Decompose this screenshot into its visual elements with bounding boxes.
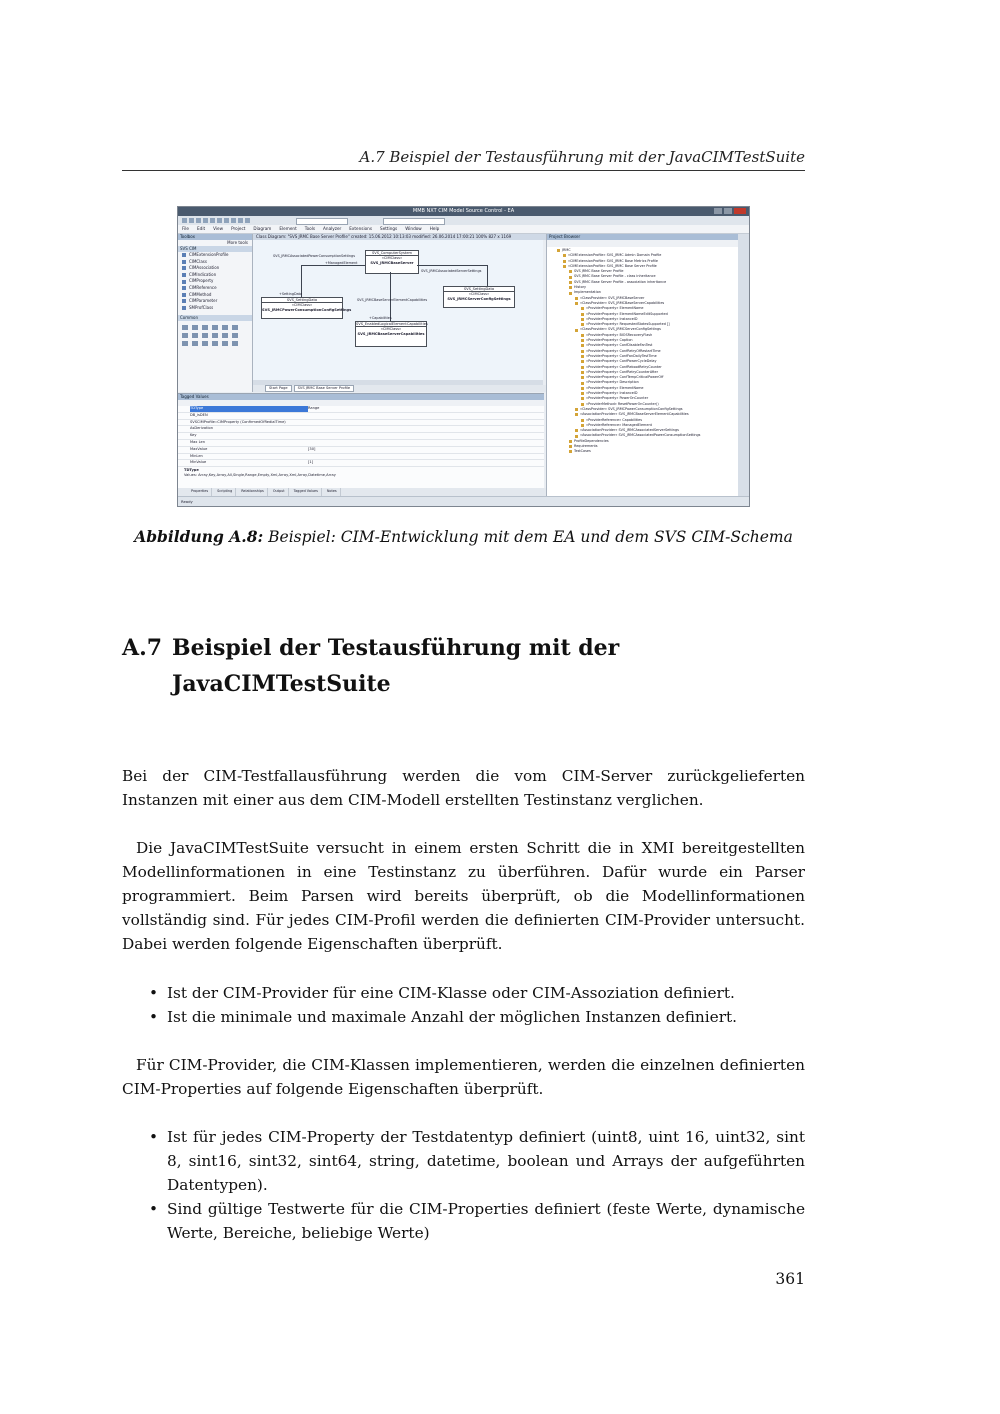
uml-label: SVS_JRMCAssociatedPowerConsumptionSettings bbox=[273, 254, 355, 258]
uml-kind: «CIMClass» bbox=[468, 292, 490, 297]
toolbox-item-label: SMProfClass bbox=[189, 304, 214, 310]
tagged-row[interactable] bbox=[178, 420, 544, 427]
tree-item-label: «ClassProvider» SVS_JRMCPowerConsumptionConfigSettings bbox=[580, 406, 683, 411]
project-browser bbox=[546, 234, 738, 496]
list-item: • Ist der CIM-Provider für eine CIM-Klasse oder CIM-Assoziation definiert. bbox=[122, 981, 805, 1005]
paragraph: Die JavaCIMTestSuite versucht in einem ersten Schritt die in XMI bereitgestellten Modellinformationen in eine Testinstanz zu überführen. Dafür wurde ein Parser programmiert. Beim Parsen wird bereits überprüft, ob die Modellinformationen vollständig sind. Für jedes CIM-Profil werden die definierten CIM-Provider untersucht. Dabei werden folgende Eigenschaften überprüft. bbox=[122, 839, 805, 953]
close-icon bbox=[734, 208, 746, 214]
tree-node-icon bbox=[581, 350, 584, 353]
tree-node-icon bbox=[581, 344, 584, 347]
tree-item-label: «ProviderProperty» ElementName bbox=[586, 385, 644, 390]
diagram-tab: Class Diagram: "SVS JRMC Base Server Profile" created: 15.06.2012 10:13:03 modified: 26.06.2014 17:00:21 100% 827 x 1169 bbox=[253, 234, 546, 240]
tool-icon bbox=[182, 333, 188, 338]
menu-item[interactable]: View bbox=[213, 226, 224, 231]
diagram-tabs bbox=[253, 385, 555, 392]
uml-class-capabilities bbox=[355, 321, 427, 347]
tool-icon bbox=[192, 325, 198, 330]
tool-icon bbox=[222, 341, 228, 346]
menu-item[interactable]: File bbox=[182, 226, 190, 231]
tagged-row[interactable] bbox=[178, 426, 544, 433]
tree-node-icon bbox=[569, 292, 572, 295]
tagged-tabs bbox=[178, 488, 554, 496]
tree-node-icon bbox=[581, 307, 584, 310]
uml-association-line bbox=[301, 265, 365, 266]
toolbox-item-label: CIMAssociation bbox=[189, 265, 220, 271]
tool-icon bbox=[222, 333, 228, 338]
tree-item-label: History bbox=[574, 285, 587, 290]
menu-bar bbox=[178, 225, 750, 234]
figure-screenshot bbox=[177, 206, 750, 507]
tagged-header: Tagged Values bbox=[178, 394, 544, 400]
tree-node-icon bbox=[581, 323, 584, 326]
uml-label: SVS_JRMCAssociatedServerSettings bbox=[421, 269, 482, 273]
toolbox-more: More tools bbox=[227, 240, 248, 245]
tagged-desc-text: Values: Array,Key,Array,All,Single,Range,Empty,Xml,Array,Xml,Array,Datetime,Array bbox=[184, 472, 336, 477]
tree-node-icon bbox=[563, 260, 566, 263]
toolbox-item-icon bbox=[182, 273, 186, 277]
tagged-key: TDType bbox=[190, 406, 308, 412]
tree-item-label: SVS JRMC Base Server Profile bbox=[574, 269, 624, 274]
toolbox-item[interactable] bbox=[178, 259, 252, 266]
tree-item-label: «ProviderProperty» Description bbox=[586, 380, 639, 385]
tree-item-label: «CIMExtensionProfile» SVS_JRMC Base Metrics Profile bbox=[568, 258, 658, 263]
uml-association-line bbox=[417, 265, 487, 266]
tagged-key: AsDerivation bbox=[190, 426, 213, 431]
toolbox-item-icon bbox=[182, 306, 186, 310]
toolbox-section: SVS CIM bbox=[178, 246, 252, 252]
tree-node-icon bbox=[581, 355, 584, 358]
tool-icon bbox=[212, 341, 218, 346]
tagged-rows bbox=[178, 406, 544, 467]
tree-node-icon bbox=[581, 382, 584, 385]
panel-tab[interactable]: Scripting bbox=[214, 488, 236, 496]
paste-icon bbox=[224, 218, 229, 223]
tree-item-label: Implementation bbox=[574, 290, 601, 295]
open-icon bbox=[189, 218, 194, 223]
header-rule bbox=[122, 170, 805, 171]
tree-node-icon bbox=[563, 254, 566, 257]
new-icon bbox=[182, 218, 187, 223]
tree-node-icon bbox=[557, 249, 560, 252]
tree-item-label: SVS JRMC Base Server Profile - class inheritance bbox=[574, 274, 656, 279]
tagged-value: [30] bbox=[308, 446, 316, 451]
tree-node-icon bbox=[581, 397, 584, 400]
tree-item-label: «CIMExtensionProfile» SVS_JRMC Base Server Profile bbox=[568, 263, 657, 268]
list-item: • Ist für jedes CIM-Property der Testdatentyp definiert (uint8, uint 16, uint32, sint 8, sint16, sint32, sint64, string, datetime, boolean und Arrays der aufgeführten Datentypen). bbox=[122, 1125, 805, 1197]
section-title: Beispiel der Testausführung mit der JavaCIMTestSuite bbox=[172, 635, 620, 697]
bullet-list-1 bbox=[122, 981, 805, 1029]
tree-item-label: «ProviderProperty» BIOSRecoveryFlash bbox=[586, 332, 653, 337]
toolbox-item-label: CIMProperty bbox=[189, 278, 214, 284]
toolbox-item-icon bbox=[182, 260, 186, 264]
tree-node-icon bbox=[581, 424, 584, 427]
page-number: 361 bbox=[775, 1270, 805, 1288]
tree-node-icon bbox=[581, 366, 584, 369]
tagged-value: Range bbox=[308, 406, 320, 410]
cut-icon bbox=[210, 218, 215, 223]
redo-icon bbox=[238, 218, 243, 223]
uml-kind: «CIMClass» bbox=[381, 256, 403, 261]
uml-stereo: SVS_SettingData bbox=[262, 298, 342, 303]
window-controls bbox=[714, 208, 746, 215]
tree-node-icon bbox=[575, 297, 578, 300]
tree-item-label: «ProviderProperty» ElementNameEditSupported bbox=[586, 311, 668, 316]
toolbox-item-icon bbox=[182, 253, 186, 257]
toolbox-items bbox=[178, 252, 252, 311]
tool-icon bbox=[202, 333, 208, 338]
toolbox-item-icon bbox=[182, 293, 186, 297]
tree-node-icon bbox=[575, 435, 578, 438]
tool-icon bbox=[182, 325, 188, 330]
tree-item-label: «ProviderProperty» ConfDisableFanTest bbox=[586, 343, 653, 348]
menu-item[interactable]: Analyzer bbox=[323, 226, 342, 231]
tree-node-icon bbox=[581, 387, 584, 390]
toolbox-item[interactable] bbox=[178, 252, 252, 259]
toolbox-item-icon bbox=[182, 299, 186, 303]
tree-node-icon bbox=[581, 371, 584, 374]
toolbox-item-icon bbox=[182, 266, 186, 270]
toolbox-item[interactable] bbox=[178, 272, 252, 279]
tree-node-icon bbox=[581, 360, 584, 363]
tagged-row[interactable] bbox=[178, 460, 544, 467]
uml-class-power-settings bbox=[261, 297, 352, 319]
toolbox-item[interactable] bbox=[178, 265, 252, 272]
caption-label: Abbildung A.8: bbox=[134, 527, 264, 546]
tree-item-label: «CIMExtensionProfile» SVS_JRMC Admin Domain Profile bbox=[568, 253, 662, 258]
tree-node-icon bbox=[575, 429, 578, 432]
toolbox-item[interactable] bbox=[178, 292, 252, 299]
toolbox-item[interactable] bbox=[178, 305, 252, 312]
tree-item-label: «ProviderProperty» ConfRetryOfRestartTime bbox=[586, 348, 661, 353]
tagged-row[interactable] bbox=[178, 406, 544, 413]
tree-item-label: «ProviderProperty» InstanceID bbox=[586, 391, 638, 396]
uml-class-server-config bbox=[443, 286, 515, 308]
tree-item-label: «ProviderProperty» ConfPowerCycleDelay bbox=[586, 359, 657, 364]
uml-association-line bbox=[487, 265, 488, 286]
uml-name: SVS_JRMCPowerConsumptionConfigSettings bbox=[262, 307, 352, 312]
tree-item-label: «ProviderProperty» ConfRebootRetryCounter bbox=[586, 364, 662, 369]
tree-node-icon bbox=[581, 403, 584, 406]
menu-item[interactable]: Window bbox=[405, 226, 422, 231]
tool-icon bbox=[212, 325, 218, 330]
panel-tab[interactable]: Tagged Values bbox=[291, 488, 322, 496]
uml-stereo: SVS_ComputerSystem bbox=[366, 251, 418, 256]
menu-item[interactable]: Diagram bbox=[253, 226, 272, 231]
tree-item-label: TestCases bbox=[574, 449, 591, 454]
tool-icon bbox=[222, 325, 228, 330]
tree-node-icon bbox=[569, 445, 572, 448]
panel-tab[interactable]: Output bbox=[270, 488, 289, 496]
window-title: MMB NXT CIM Model Source Control - EA bbox=[178, 207, 749, 216]
tagged-key: MaxValue bbox=[190, 446, 208, 451]
toolbox-item-icon bbox=[182, 280, 186, 284]
toolbox-item-label: CIMReference bbox=[189, 284, 217, 290]
running-head: A.7 Beispiel der Testausführung mit der JavaCIMTestSuite bbox=[359, 148, 805, 166]
browser-tree bbox=[547, 248, 738, 455]
tool-icon bbox=[202, 341, 208, 346]
tagged-key: MinLen bbox=[190, 453, 203, 458]
panel-tab[interactable]: Properties bbox=[188, 488, 212, 496]
maximize-icon bbox=[724, 208, 732, 214]
tool-icon bbox=[202, 325, 208, 330]
tool-icon bbox=[232, 341, 238, 346]
copy-icon bbox=[217, 218, 222, 223]
toolbox-header: Toolbox bbox=[178, 234, 252, 240]
tagged-values-panel bbox=[178, 393, 544, 491]
tree-item-label: «AssociationProvider» SVS_JRMCBaseServerElementCapabilities bbox=[580, 412, 689, 417]
minimize-icon bbox=[714, 208, 722, 214]
uml-name: SVS_JRMCServerConfigSettings bbox=[447, 296, 511, 301]
tagged-row[interactable] bbox=[178, 433, 544, 440]
tree-node-icon bbox=[569, 270, 572, 273]
tree-node-icon bbox=[581, 339, 584, 342]
panel-tab[interactable]: Notes bbox=[324, 488, 341, 496]
tool-icon bbox=[182, 341, 188, 346]
tagged-row[interactable] bbox=[178, 454, 544, 461]
tagged-row[interactable] bbox=[178, 447, 544, 454]
browser-header: Project Browser bbox=[547, 234, 738, 240]
print-icon bbox=[203, 218, 208, 223]
paragraph: Für CIM-Provider, die CIM-Klassen implementieren, werden die einzelnen definierten CIM-Properties auf folgende Eigenschaften überprüft. bbox=[122, 1056, 805, 1098]
toolbox-item-label: CIMClass bbox=[189, 258, 207, 264]
tool-icon bbox=[232, 333, 238, 338]
section-number: A.7 bbox=[122, 635, 163, 661]
panel-tab[interactable]: Relationships bbox=[238, 488, 268, 496]
menu-item[interactable]: Element bbox=[279, 226, 297, 231]
tree-item-label: JRMC bbox=[562, 248, 571, 252]
tree-item-label: «ProviderProperty» InstanceID bbox=[586, 316, 638, 321]
tagged-key: DB_isDEN bbox=[190, 412, 208, 417]
tree-node-icon bbox=[563, 265, 566, 268]
tool-icon bbox=[212, 333, 218, 338]
toolbox-item-label: CIMParameter bbox=[189, 298, 218, 304]
tree-node-icon bbox=[575, 302, 578, 305]
toolbox-item-label: CIMIndication bbox=[189, 271, 217, 277]
tree-item-label: «ProviderProperty» ConfTempCriticalPowerOff bbox=[586, 375, 664, 380]
tagged-key: Max Len bbox=[190, 439, 205, 444]
toolbox-item[interactable] bbox=[178, 285, 252, 292]
status-bar: Ready bbox=[178, 496, 750, 507]
uml-class-base-server bbox=[365, 250, 419, 274]
tree-item-label: «ProviderReference» Capabilities bbox=[586, 417, 643, 422]
tree-node-icon bbox=[581, 419, 584, 422]
tree-item-label: «ProviderProperty» ConfRetryCounterAfter bbox=[586, 369, 658, 374]
tree-item-label: «ClassProvider» SVS_JRMCBaseServer bbox=[580, 295, 645, 300]
tree-item-label: «ProviderProperty» RequestedStatesSupported [] bbox=[586, 322, 670, 327]
tagged-value: [1] bbox=[308, 460, 314, 465]
uml-name: SVS_JRMCBaseServer bbox=[370, 260, 414, 265]
tree-node-icon bbox=[581, 313, 584, 316]
menu-item[interactable]: Settings bbox=[380, 226, 398, 231]
tree-item-label: «ClassProvider» SVS_JRMCServerConfigSettings bbox=[580, 327, 661, 332]
menu-item[interactable]: Edit bbox=[197, 226, 206, 231]
tree-node-icon bbox=[575, 329, 578, 332]
figure-caption bbox=[122, 527, 805, 546]
toolbox-item[interactable] bbox=[178, 298, 252, 305]
uml-diagram bbox=[253, 240, 543, 380]
tab-start-page: Start Page bbox=[265, 385, 292, 392]
paragraph: Bei der CIM-Testfallausführung werden die vom CIM-Server zurückgelieferten Instanzen mit einer aus dem CIM-Modell erstellten Testinstanz verglichen. bbox=[122, 767, 805, 809]
tree-item-label: SVS JRMC Base Server Profile - association inheritance bbox=[574, 279, 667, 284]
uml-kind: «CIMClass» bbox=[291, 303, 313, 308]
search-combo bbox=[296, 218, 348, 225]
tree-node-icon bbox=[569, 281, 572, 284]
uml-stereo: SVS_EnabledLogicalElementCapabilities bbox=[356, 322, 428, 326]
tagged-row[interactable] bbox=[178, 413, 544, 420]
toolbox-item[interactable] bbox=[178, 278, 252, 285]
tree-node-icon bbox=[581, 376, 584, 379]
tagged-row[interactable] bbox=[178, 440, 544, 447]
tree-node-icon bbox=[569, 276, 572, 279]
tree-node-icon bbox=[581, 318, 584, 321]
toolbox-common: Common bbox=[178, 315, 252, 321]
uml-label: +Capabilities bbox=[369, 316, 392, 320]
tree-item-label: «ProviderProperty» PowerOnCounter bbox=[586, 396, 649, 401]
uml-label: +ManagedElement bbox=[325, 261, 358, 265]
tree-item[interactable] bbox=[547, 449, 738, 454]
tagged-desc-title: TDType bbox=[184, 468, 199, 472]
tree-item-label: «ProviderProperty» Caption bbox=[586, 338, 633, 343]
tree-node-icon bbox=[569, 450, 572, 453]
list-item: • Ist die minimale und maximale Anzahl der möglichen Instanzen definiert. bbox=[122, 1005, 805, 1029]
uml-label: +SettingData bbox=[279, 292, 303, 296]
uml-association-line bbox=[390, 272, 391, 321]
menu-item[interactable]: Project bbox=[231, 226, 246, 231]
tree-node-icon bbox=[581, 392, 584, 395]
tagged-key: Key bbox=[190, 433, 197, 438]
toolbox-common-grid bbox=[178, 321, 252, 350]
tree-item-label: «AssociationProvider» SVS_JRMCAssociatedPowerConsumptionSettings bbox=[580, 433, 701, 438]
uml-kind: «CIMClass» bbox=[380, 327, 402, 332]
undo-icon bbox=[231, 218, 236, 223]
tree-node-icon bbox=[569, 440, 572, 443]
tool-icon bbox=[192, 341, 198, 346]
workspace-combo bbox=[383, 218, 445, 225]
menu-item[interactable]: Help bbox=[429, 226, 440, 231]
tab-base-server-profile: SVS JRMC Base Server Profile bbox=[294, 385, 354, 392]
tool-icon bbox=[232, 325, 238, 330]
tree-item-label: «ClassProvider» SVS_JRMCBaseServerCapabilities bbox=[580, 300, 665, 305]
uml-name: SVS_JRMCBaseServerCapabilities bbox=[357, 331, 425, 336]
tool-icon bbox=[192, 333, 198, 338]
tree-item-label: Requirements bbox=[574, 443, 598, 448]
tree-item-label: «ProviderReference» ManagedElement bbox=[586, 422, 652, 427]
save-icon bbox=[196, 218, 201, 223]
list-item: • Sind gültige Testwerte für die CIM-Properties definiert (feste Werte, dynamische Werte, Bereiche, beliebige Werte) bbox=[122, 1197, 805, 1245]
tree-item-label: ProfileDependencies bbox=[574, 438, 609, 443]
tree-node-icon bbox=[581, 334, 584, 337]
tree-item-label: «AssociationProvider» SVS_JRMCAssociatedServerSettings bbox=[580, 428, 679, 433]
browser-toolbar bbox=[547, 240, 738, 247]
uml-label: SVS_JRMCBaseServerElementCapabilities bbox=[357, 298, 428, 302]
tagged-description bbox=[184, 468, 534, 477]
tree-item-label: «ProviderProperty» ConfFanDailyTestTime bbox=[586, 353, 657, 358]
caption-text: Beispiel: CIM-Entwicklung mit dem EA und dem SVS CIM-Schema bbox=[263, 528, 793, 546]
tree-node-icon bbox=[569, 286, 572, 289]
tree-item-label: «ProviderMethod» ResetPowerOnCounter() bbox=[586, 401, 659, 406]
toolbox-item-label: CIMExtensionProfile bbox=[189, 252, 229, 257]
toolbox-item-label: CIMMethod bbox=[189, 291, 212, 297]
menu-item[interactable]: Tools bbox=[304, 226, 316, 231]
search-icon bbox=[245, 218, 250, 223]
bullet-list-2 bbox=[122, 1125, 805, 1245]
toolbar-icons bbox=[182, 218, 250, 223]
tree-node-icon bbox=[575, 413, 578, 416]
tree-node-icon bbox=[575, 408, 578, 411]
tree-item-label: «ProviderProperty» ElementName bbox=[586, 306, 644, 311]
side-strip bbox=[738, 234, 749, 496]
uml-stereo: SVS_SettingData bbox=[444, 287, 514, 292]
toolbox-panel bbox=[178, 234, 253, 392]
menu-item[interactable]: Extensions bbox=[349, 226, 373, 231]
tagged-key: MinValue bbox=[190, 460, 207, 465]
tagged-key: SVSCIMProfile::CIMProperty (ConfirmedOfRedialTime) bbox=[190, 419, 286, 424]
toolbox-item-icon bbox=[182, 286, 186, 290]
